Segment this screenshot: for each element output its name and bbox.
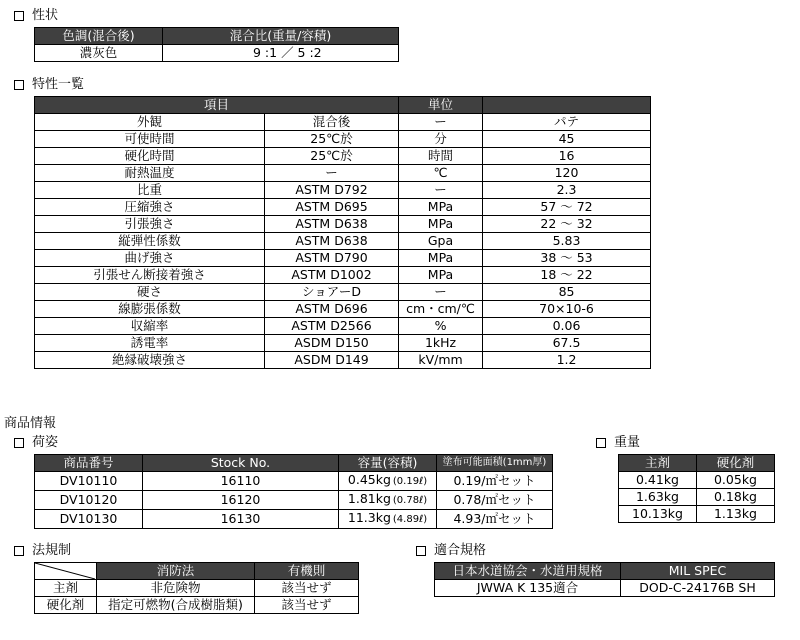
char-condition: ASDM D150 bbox=[265, 335, 399, 352]
component-name: 主剤 bbox=[35, 580, 97, 597]
table-row bbox=[35, 472, 553, 491]
char-condition: ASTM D790 bbox=[265, 250, 399, 267]
char-unit: MPa bbox=[399, 267, 483, 284]
checkbox-square-icon bbox=[14, 438, 24, 448]
main-agent-weight: 0.41kg bbox=[619, 472, 697, 489]
table-row bbox=[35, 510, 553, 529]
table-row bbox=[35, 284, 651, 301]
char-item-name: 線膨張係数 bbox=[35, 301, 265, 318]
organic-solvent-status: 該当せず bbox=[255, 597, 359, 614]
section-title: 性状 bbox=[32, 8, 59, 23]
char-item-name: 硬さ bbox=[35, 284, 265, 301]
ratio-value: 9 :1 ／ 5 :2 bbox=[163, 45, 399, 62]
capacity-cell bbox=[339, 491, 437, 510]
hardener-weight: 0.18kg bbox=[697, 489, 775, 506]
header-jwwa: 日本水道協会・水道用規格 bbox=[435, 563, 621, 580]
header-hardener: 硬化剤 bbox=[697, 455, 775, 472]
table-row bbox=[619, 472, 775, 489]
char-unit: kV/mm bbox=[399, 352, 483, 369]
header-organic-solvent: 有機則 bbox=[255, 563, 359, 580]
char-value: 70×10-6 bbox=[483, 301, 651, 318]
char-unit: ー bbox=[399, 182, 483, 199]
char-condition: ASDM D149 bbox=[265, 352, 399, 369]
regulations-table bbox=[34, 562, 359, 614]
header-stock-no: Stock No. bbox=[143, 455, 339, 472]
header-product-code: 商品番号 bbox=[35, 455, 143, 472]
char-unit: cm・cm/℃ bbox=[399, 301, 483, 318]
char-value: パテ bbox=[483, 114, 651, 131]
packaging-body bbox=[35, 472, 553, 529]
product-code: DV10120 bbox=[35, 491, 143, 510]
char-condition: ショアーD bbox=[265, 284, 399, 301]
char-unit: MPa bbox=[399, 199, 483, 216]
section-packaging bbox=[14, 435, 58, 451]
table-row bbox=[35, 216, 651, 233]
char-item-name: 硬化時間 bbox=[35, 148, 265, 165]
header-coverage-area: 塗布可能面積(1mm厚) bbox=[437, 455, 553, 472]
char-item-name: 引張強さ bbox=[35, 216, 265, 233]
char-condition: 混合後 bbox=[265, 114, 399, 131]
char-item-name: 引張せん断接着強さ bbox=[35, 267, 265, 284]
char-condition: 25℃於 bbox=[265, 148, 399, 165]
char-value: 120 bbox=[483, 165, 651, 182]
stock-no: 16110 bbox=[143, 472, 339, 491]
table-row bbox=[35, 352, 651, 369]
char-condition: ASTM D638 bbox=[265, 216, 399, 233]
capacity-weight: 1.81kg bbox=[347, 491, 391, 506]
section-title: 特性一覧 bbox=[32, 77, 85, 92]
stock-no: 16120 bbox=[143, 491, 339, 510]
char-condition: ASTM D638 bbox=[265, 233, 399, 250]
char-item-name: 可使時間 bbox=[35, 131, 265, 148]
char-condition: ASTM D792 bbox=[265, 182, 399, 199]
properties-table bbox=[34, 27, 399, 62]
checkbox-square-icon bbox=[416, 546, 426, 556]
header-capacity: 容量(容積) bbox=[339, 455, 437, 472]
char-item-name: 縦弾性係数 bbox=[35, 233, 265, 250]
checkbox-square-icon bbox=[596, 438, 606, 448]
header-unit: 単位 bbox=[399, 97, 483, 114]
color-value: 濃灰色 bbox=[35, 45, 163, 62]
jwwa-value: JWWA K 135適合 bbox=[435, 580, 621, 597]
section-title: 法規制 bbox=[32, 543, 72, 558]
table-row bbox=[35, 165, 651, 182]
regulations-body bbox=[35, 580, 359, 614]
checkbox-square-icon bbox=[14, 11, 24, 21]
char-condition: ー bbox=[265, 165, 399, 182]
char-unit: % bbox=[399, 318, 483, 335]
characteristics-body bbox=[35, 114, 651, 369]
table-row bbox=[35, 131, 651, 148]
table-row bbox=[35, 148, 651, 165]
char-unit: ー bbox=[399, 114, 483, 131]
char-value: 45 bbox=[483, 131, 651, 148]
header-fire-law: 消防法 bbox=[97, 563, 255, 580]
section-characteristics bbox=[14, 77, 84, 93]
table-row bbox=[35, 335, 651, 352]
packaging-table bbox=[34, 454, 553, 529]
section-title: 重量 bbox=[614, 435, 641, 450]
checkbox-square-icon bbox=[14, 80, 24, 90]
header-main-agent: 主剤 bbox=[619, 455, 697, 472]
char-value: 2.3 bbox=[483, 182, 651, 199]
char-condition: ASTM D1002 bbox=[265, 267, 399, 284]
table-row bbox=[35, 250, 651, 267]
table-row bbox=[35, 199, 651, 216]
weight-body bbox=[619, 472, 775, 523]
main-agent-weight: 10.13kg bbox=[619, 506, 697, 523]
capacity-cell bbox=[339, 510, 437, 529]
char-item-name: 外観 bbox=[35, 114, 265, 131]
char-item-name: 収縮率 bbox=[35, 318, 265, 335]
char-unit: Gpa bbox=[399, 233, 483, 250]
section-title: 荷姿 bbox=[32, 435, 59, 450]
table-row bbox=[35, 267, 651, 284]
char-value: 5.83 bbox=[483, 233, 651, 250]
capacity-volume: (4.89ℓ) bbox=[392, 514, 428, 525]
diagonal-line bbox=[35, 563, 95, 579]
section-properties bbox=[14, 8, 58, 24]
characteristics-table bbox=[34, 96, 651, 369]
capacity-weight: 0.45kg bbox=[347, 472, 391, 487]
section-product-info: 商品情報 bbox=[4, 416, 57, 431]
table-row bbox=[35, 233, 651, 250]
checkbox-square-icon bbox=[14, 546, 24, 556]
char-value: 18 ～ 22 bbox=[483, 267, 651, 284]
header-color-tone: 色調(混合後) bbox=[35, 28, 163, 45]
mil-spec-value: DOD-C-24176B SH bbox=[621, 580, 775, 597]
char-value: 85 bbox=[483, 284, 651, 301]
fire-law-status: 非危険物 bbox=[97, 580, 255, 597]
char-unit: ー bbox=[399, 284, 483, 301]
organic-solvent-status: 該当せず bbox=[255, 580, 359, 597]
char-unit: MPa bbox=[399, 216, 483, 233]
char-value: 1.2 bbox=[483, 352, 651, 369]
main-agent-weight: 1.63kg bbox=[619, 489, 697, 506]
char-condition: ASTM D695 bbox=[265, 199, 399, 216]
header-mil-spec: MIL SPEC bbox=[621, 563, 775, 580]
table-row bbox=[619, 506, 775, 523]
header-value bbox=[483, 97, 651, 114]
char-condition: 25℃於 bbox=[265, 131, 399, 148]
table-row bbox=[35, 182, 651, 199]
char-item-name: 誘電率 bbox=[35, 335, 265, 352]
header-mix-ratio: 混合比(重量/容積) bbox=[163, 28, 399, 45]
char-value: 16 bbox=[483, 148, 651, 165]
table-row bbox=[35, 580, 359, 597]
hardener-weight: 0.05kg bbox=[697, 472, 775, 489]
table-row bbox=[35, 491, 553, 510]
char-condition: ASTM D2566 bbox=[265, 318, 399, 335]
product-code: DV10130 bbox=[35, 510, 143, 529]
char-value: 67.5 bbox=[483, 335, 651, 352]
char-item-name: 曲げ強さ bbox=[35, 250, 265, 267]
capacity-volume: (0.78ℓ) bbox=[392, 495, 428, 506]
table-row bbox=[619, 489, 775, 506]
coverage-area: 0.19/㎡セット bbox=[437, 472, 553, 491]
coverage-area: 0.78/㎡セット bbox=[437, 491, 553, 510]
char-value: 22 ～ 32 bbox=[483, 216, 651, 233]
capacity-cell bbox=[339, 472, 437, 491]
char-item-name: 圧縮強さ bbox=[35, 199, 265, 216]
char-value: 38 ～ 53 bbox=[483, 250, 651, 267]
standards-table bbox=[434, 562, 775, 597]
section-weight bbox=[596, 435, 640, 451]
char-unit: MPa bbox=[399, 250, 483, 267]
char-value: 57 ～ 72 bbox=[483, 199, 651, 216]
fire-law-status: 指定可燃物(合成樹脂類) bbox=[97, 597, 255, 614]
char-unit: ℃ bbox=[399, 165, 483, 182]
product-code: DV10110 bbox=[35, 472, 143, 491]
char-item-name: 絶縁破壊強さ bbox=[35, 352, 265, 369]
capacity-volume: (0.19ℓ) bbox=[392, 476, 428, 487]
table-row bbox=[35, 114, 651, 131]
char-item-name: 耐熱温度 bbox=[35, 165, 265, 182]
char-condition: ASTM D696 bbox=[265, 301, 399, 318]
hardener-weight: 1.13kg bbox=[697, 506, 775, 523]
capacity-weight: 11.3kg bbox=[347, 510, 391, 525]
char-unit: 時間 bbox=[399, 148, 483, 165]
char-item-name: 比重 bbox=[35, 182, 265, 199]
stock-no: 16130 bbox=[143, 510, 339, 529]
component-name: 硬化剤 bbox=[35, 597, 97, 614]
table-row bbox=[35, 318, 651, 335]
section-title: 適合規格 bbox=[434, 543, 487, 558]
char-value: 0.06 bbox=[483, 318, 651, 335]
header-item: 項目 bbox=[35, 97, 399, 114]
weight-table bbox=[618, 454, 775, 523]
section-standards bbox=[416, 543, 486, 559]
char-unit: 1kHz bbox=[399, 335, 483, 352]
table-row bbox=[35, 301, 651, 318]
table-row bbox=[35, 597, 359, 614]
char-unit: 分 bbox=[399, 131, 483, 148]
diagonal-header-cell bbox=[35, 563, 97, 580]
section-regulations bbox=[14, 543, 71, 559]
coverage-area: 4.93/㎡セット bbox=[437, 510, 553, 529]
